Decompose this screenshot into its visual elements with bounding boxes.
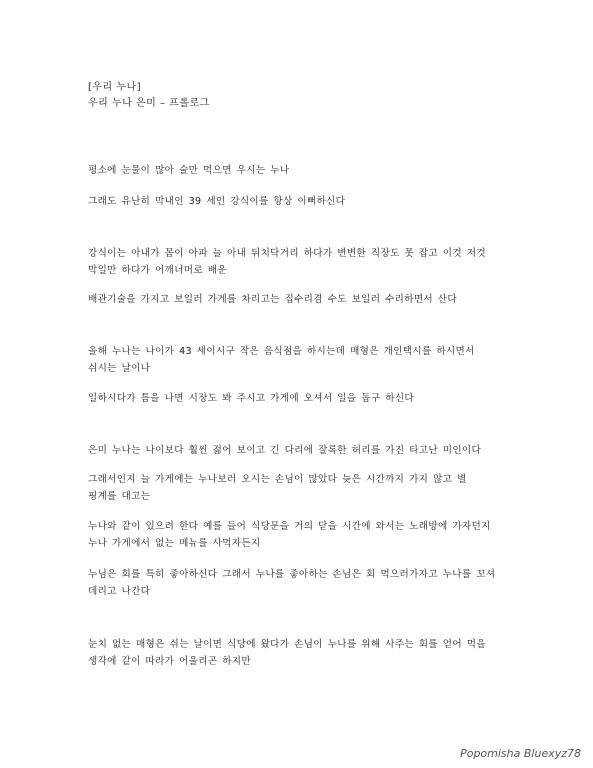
paragraph: 평소에 눈물이 많아 술만 먹으면 우시는 누나	[88, 165, 290, 176]
paragraph: 은미 누나는 나이보다 훨씬 젊어 보이고 긴 다리에 잘록한 허리를 가진 타고난 미인이다	[88, 445, 482, 456]
paragraph: 올해 누나는 나이가 43 세이시구 작은 음식점을 하시는데 매형은 개인택시를 하시면서 쉬시는 날이나	[88, 346, 475, 374]
document-header	[88, 80, 528, 112]
paragraph: 누나와 같이 있으려 한다 예를 들어 식당문을 거의 닫을 시간에 와서는 노래방에 가자던지 누나 가게에서 없는 메뉴를 사먹자든지	[88, 521, 491, 549]
series-label: [우리 누나]	[88, 82, 142, 93]
paragraph: 배관기술을 가지고 보일러 가게를 차리고는 집수리겸 수도 보일러 수리하면서 산다	[88, 294, 457, 305]
paragraph: 누님은 회를 특히 좋아하신다 그래서 누나를 좋아하는 손님은 회 먹으러가자고 누나를 꼬셔 데리고 나간다	[88, 569, 496, 597]
paragraph: 그래서인지 늘 가게에는 누나보러 오시는 손님이 많았다 늦은 시간까지 가지 않고 별 핑계를 대고는	[88, 474, 467, 502]
chapter-title: 우리 누나 은미 – 프롤로그	[88, 98, 210, 109]
watermark: Popomisha Bluexyz78	[460, 747, 581, 760]
paragraph: 일하시다가 틈을 나면 시장도 봐 주시고 가게에 오셔서 일을 돕구 하신다	[88, 393, 414, 404]
paragraph: 눈치 없는 매형은 쉬는 날이면 식당에 왔다가 손님이 누나를 위해 사주는 회를 얻어 먹을 생각에 같이 따라가 어울리곤 하지만	[88, 639, 486, 667]
paragraph: 강식이는 아내가 몸이 아파 늘 아내 뒤치닥거리 하다가 변변한 직장도 못 잡고 이것 저것 막일만 하다가 어깨너머로 배운	[88, 248, 486, 276]
paragraph: 그래도 유난히 막내인 39 세인 강식이를 항상 이뻐하신다	[88, 196, 346, 207]
